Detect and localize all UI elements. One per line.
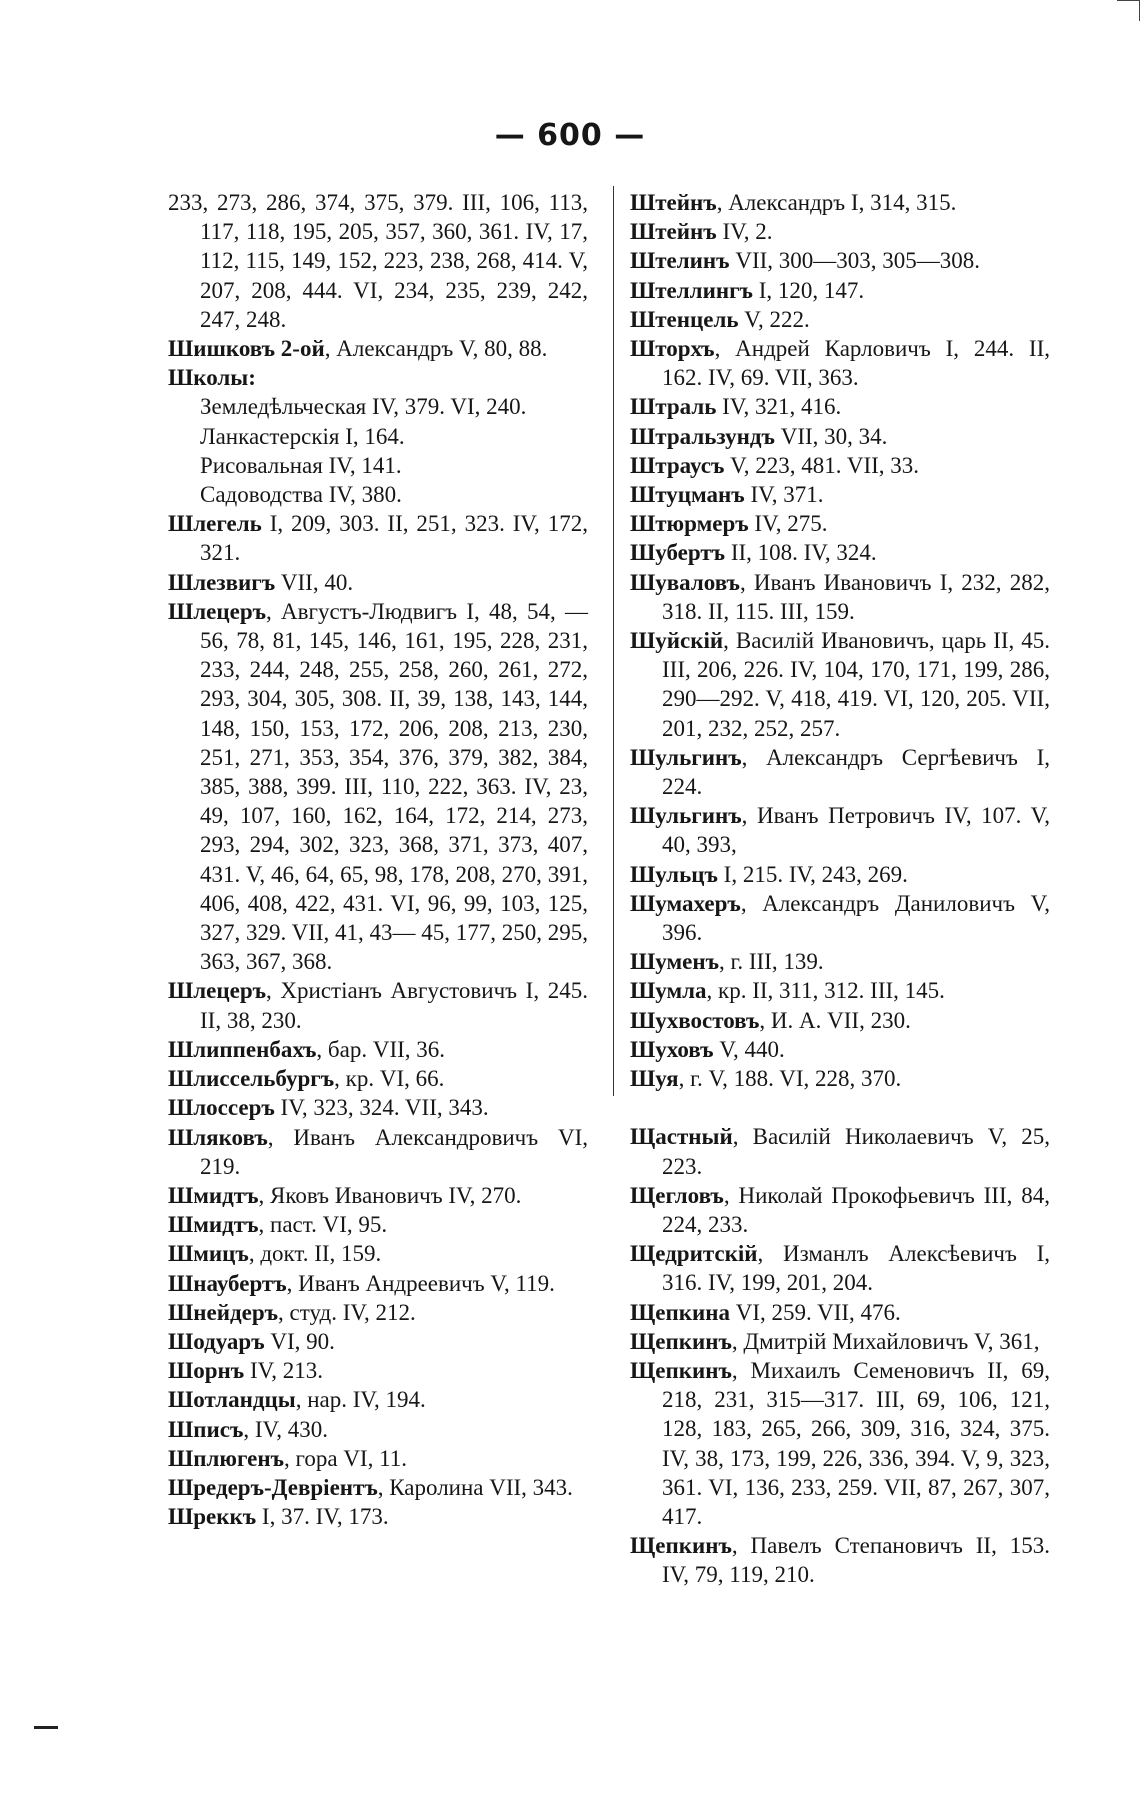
index-entry (630, 480, 1050, 509)
index-entry-references: , Яковъ Ивановичъ IV, 270. (258, 1182, 522, 1208)
index-entry (168, 597, 588, 977)
index-entry (168, 1123, 588, 1181)
index-entry-headword: Штюрмеръ (630, 511, 749, 537)
index-entry-references: VII, 300—303, 305—308. (729, 248, 981, 274)
index-entry-headword: Штраль (630, 394, 717, 420)
index-column-right (630, 188, 1050, 1590)
index-entry-headword: Шлиппенбахъ (168, 1036, 317, 1062)
index-entry-references: , г. III, 139. (719, 949, 824, 975)
index-entry-headword: Шуйскій (630, 628, 724, 654)
index-entry-headword: Штелинъ (630, 248, 730, 274)
index-entry-headword: Шлегель (168, 511, 262, 537)
index-entry (630, 1122, 1050, 1180)
index-entry (630, 889, 1050, 947)
index-entry (168, 1444, 588, 1473)
corner-crop-mark (1117, 0, 1140, 21)
margin-mark (34, 1726, 58, 1729)
index-entry-headword: Щегловъ (630, 1182, 724, 1208)
index-entry-references: , студ. IV, 212. (278, 1299, 416, 1325)
index-entry-references: , Павелъ Степановичъ II, 153. IV, 79, 119, 210. (662, 1533, 1050, 1588)
index-entry-headword: Щепкинъ (630, 1357, 732, 1383)
index-entry (168, 1473, 588, 1502)
index-entry (630, 976, 1050, 1005)
index-entry (168, 1239, 588, 1268)
index-entry-headword: Шумла (630, 978, 707, 1004)
index-entry-references: , Иванъ Петровичъ IV, 107. V, 40, 393, (662, 803, 1050, 858)
index-entry-references: , Изманлъ Алексѣевичъ I, 316. IV, 199, 201, 204. (662, 1241, 1050, 1296)
index-entry-headword: Шодуаръ (168, 1328, 265, 1354)
index-entry-references: , Александръ Сергѣевичъ I, 224. (662, 744, 1050, 800)
index-entry (168, 1298, 588, 1327)
index-entry-headword: Шуховъ (630, 1036, 714, 1062)
index-entry (168, 568, 588, 597)
index-entry (630, 334, 1050, 392)
index-entry (168, 1356, 588, 1385)
index-entry (168, 363, 588, 392)
index-entry-references: I, 37. IV, 173. (256, 1504, 389, 1530)
index-entry-references: IV, 321, 416. (716, 394, 842, 420)
column-divider (613, 186, 614, 1096)
index-entry (630, 422, 1050, 451)
index-entry-headword: Шуваловъ (630, 569, 740, 595)
index-entry-references: I, 209, 303. II, 251, 323. IV, 172, 321. (200, 511, 588, 566)
index-entry-headword: Шмидтъ (168, 1182, 259, 1208)
index-entry-headword: Штеллингъ (630, 277, 753, 303)
index-entry-references: V, 440. (713, 1036, 785, 1062)
index-entry-references: VI, 90. (264, 1328, 335, 1354)
index-entry (168, 1415, 588, 1444)
index-entry (630, 1327, 1050, 1356)
index-entry-headword: Шотландцы (168, 1387, 296, 1413)
index-entry-headword: Щастный (630, 1124, 733, 1150)
index-entry (630, 1531, 1050, 1589)
index-entry (630, 1356, 1050, 1531)
index-entry-headword: Штуцманъ (630, 482, 745, 508)
index-entry (630, 626, 1050, 743)
index-entry (168, 1269, 588, 1298)
index-entry-references: V, 222. (738, 306, 810, 332)
index-entry (630, 1239, 1050, 1297)
index-entry (168, 1502, 588, 1531)
index-entry-headword: Шорнъ (168, 1358, 245, 1384)
index-entry-headword: Шнаубертъ (168, 1270, 287, 1296)
index-entry-references: IV, 2. (716, 219, 773, 245)
index-entry (630, 1298, 1050, 1327)
index-entry-headword: Штраусъ (630, 452, 725, 478)
index-entry-headword: Шлоссеръ (168, 1095, 275, 1121)
index-entry (168, 392, 588, 421)
index-entry-headword: Шуменъ (630, 949, 719, 975)
index-entry-headword: Шубертъ (630, 540, 726, 566)
index-entry-references: , Каролина VII, 343. (377, 1474, 573, 1500)
index-entry-references: , Христіанъ Августовичъ I, 245. II, 38, 230. (200, 978, 588, 1033)
index-entry-references: , Александръ Даниловичъ V, 396. (662, 890, 1050, 946)
index-entry-headword: Шлецеръ (168, 598, 267, 624)
index-entry-references: , кр. VI, 66. (334, 1066, 445, 1092)
index-entry (630, 509, 1050, 538)
index-entry (630, 276, 1050, 305)
index-entry-references: IV, 323, 324. VII, 343. (274, 1095, 489, 1121)
index-entry-references: Земледѣльческая IV, 379. VI, 240. (200, 394, 527, 420)
index-entry-headword: Щедритскій (630, 1241, 758, 1267)
index-entry (168, 334, 588, 363)
index-entry-references: , Михаилъ Семеновичъ II, 69, 218, 231, 315—317. III, 69, 106, 121, 128, 183, 265, 266, 309, 316, 324, 375. IV, 38, 173, 199, 226, 336, 394. V, 9, 323, 361. VI, 136, 233, 259. VII, 87, 267, 307, 417. (662, 1357, 1050, 1529)
index-entry-references: , Иванъ Александровичъ VI, 219. (200, 1124, 588, 1179)
section-gap (630, 1093, 1050, 1122)
index-entry (168, 451, 588, 480)
index-entry (630, 1181, 1050, 1239)
index-entry-headword: Щепкина (630, 1299, 730, 1325)
index-entry-references: , Александръ I, 314, 315. (716, 190, 957, 215)
index-entry (168, 1385, 588, 1414)
index-entry (168, 1327, 588, 1356)
index-entry-headword: Шлиссельбургъ (168, 1066, 335, 1092)
index-entry-references: , Августъ-Людвигъ I, 48, 54, —56, 78, 81, 145, 146, 161, 195, 228, 231, 233, 244, 248, 255, 258, 260, 261, 272, 293, 304, 305, 308. II, 39, 138, 143, 144, 148, 150, 153, 172, 206, 208, 213, 230, 251, 271, 353, 354, 376, 379, 382, 384, 385, 388, 399. III, 110, 222, 363. IV, 23, 49, 107, 160, 162, 164, 172, 214, 273, 293, 294, 302, 323, 368, 371, 373, 407, 431. V, 46, 64, 65, 98, 178, 208, 270, 391, 406, 408, 422, 431. VI, 96, 99, 103, 125, 327, 329. VII, 41, 43— 45, 177, 250, 295, 363, 367, 368. (200, 598, 589, 975)
index-entry-references: VII, 30, 34. (774, 423, 888, 449)
index-entry-headword: Шляковъ (168, 1124, 268, 1150)
index-entry-headword: Штейнъ (630, 219, 717, 245)
index-entry (168, 1210, 588, 1239)
index-entry (630, 217, 1050, 246)
index-entry-references: , Иванъ Андреевичъ V, 119. (286, 1270, 555, 1296)
index-entry-references: Ланкастерскія I, 164. (200, 423, 405, 449)
index-entry (630, 392, 1050, 421)
index-entry-references: , IV, 430. (243, 1416, 328, 1442)
index-entry-references: , г. V, 188. VI, 228, 370. (678, 1066, 902, 1092)
index-entry-headword: Шреккъ (168, 1504, 257, 1530)
index-entry-headword: Щепкинъ (630, 1533, 732, 1559)
index-entry-headword: Школы: (168, 365, 256, 391)
index-entry (630, 1006, 1050, 1035)
index-entry-references: IV, 371. (744, 482, 824, 508)
index-entry (630, 801, 1050, 859)
index-entry-headword: Шумахеръ (630, 890, 741, 916)
index-entry-references: 233, 273, 286, 374, 375, 379. III, 106, 113, 117, 118, 195, 205, 357, 360, 361. IV, 17, 112, 115, 149, 152, 223, 238, 268, 414. V, 207, 208, 444. VI, 234, 235, 239, 242, 247, 248. (168, 190, 588, 332)
index-entry (630, 947, 1050, 976)
index-entry-references: IV, 213. (244, 1358, 324, 1384)
index-entry (630, 538, 1050, 567)
index-entry (168, 480, 588, 509)
index-entry-references: V, 223, 481. VII, 33. (724, 452, 920, 478)
index-column-left (168, 188, 588, 1531)
index-entry (630, 860, 1050, 889)
index-entry-references: VI, 259. VII, 476. (729, 1299, 901, 1325)
index-entry-references: , докт. II, 159. (248, 1241, 382, 1267)
index-entry-references: , кр. II, 311, 312. III, 145. (706, 978, 945, 1004)
index-entry (168, 1064, 588, 1093)
index-entry-references: I, 120, 147. (752, 277, 865, 303)
index-entry (630, 1064, 1050, 1093)
index-entry-headword: Шторхъ (630, 336, 715, 362)
index-entry (168, 422, 588, 451)
index-entry (630, 451, 1050, 480)
index-entry-references: , Александръ V, 80, 88. (324, 336, 548, 362)
index-entry-headword: Шуя (630, 1066, 679, 1092)
index-entry-headword: Щепкинъ (630, 1328, 732, 1354)
index-entry (168, 188, 588, 334)
index-entry (168, 509, 588, 567)
index-entry-references: , Василій Ивановичъ, царь II, 45. III, 206, 226. IV, 104, 170, 171, 199, 286, 290—292. V, 418, 419. VI, 120, 205. VII, 201, 232, 252, 257. (662, 628, 1050, 741)
index-entry (630, 246, 1050, 275)
index-entry-headword: Шписъ (168, 1416, 244, 1442)
index-entry-references: , нар. IV, 194. (295, 1387, 426, 1413)
index-entry (168, 1035, 588, 1064)
index-entry-references: , Василій Николаевичъ V, 25, 223. (662, 1124, 1050, 1179)
index-entry-references: I, 215. IV, 243, 269. (717, 861, 908, 887)
index-entry (630, 743, 1050, 801)
page-number: — 600 — (494, 118, 646, 153)
index-entry-headword: Шплюгенъ (168, 1445, 284, 1471)
index-entry (630, 568, 1050, 626)
index-entry-references: II, 108. IV, 324. (725, 540, 877, 566)
index-entry (630, 188, 1050, 217)
index-entry-headword: Шульцъ (630, 861, 718, 887)
index-entry-headword: Шмицъ (168, 1241, 249, 1267)
index-entry-references: , гора VI, 11. (284, 1445, 407, 1471)
index-entry-headword: Шухвостовъ (630, 1007, 760, 1033)
index-entry-references: Садоводства IV, 380. (200, 482, 402, 508)
index-entry-headword: Шмидтъ (168, 1212, 259, 1238)
index-entry-headword: Шульгинъ (630, 803, 742, 829)
index-entry-references: , Иванъ Ивановичъ I, 232, 282, 318. II, 115. III, 159. (662, 569, 1050, 624)
index-entry-headword: Шлецеръ (168, 978, 267, 1004)
index-entry-headword: Шредеръ-Девріентъ (168, 1474, 378, 1500)
index-entry-references: , Андрей Карловичъ I, 244. II, 162. IV, 69. VII, 363. (662, 336, 1050, 391)
index-entry-references: VII, 40. (275, 569, 354, 595)
index-entry (630, 305, 1050, 334)
index-entry-headword: Штейнъ (630, 190, 717, 215)
index-entry (630, 1035, 1050, 1064)
index-entry-headword: Шульгинъ (630, 744, 742, 770)
index-entry-references: , Николай Прокофьевичъ III, 84, 224, 233. (662, 1182, 1050, 1237)
index-entry-references: IV, 275. (748, 511, 828, 537)
index-entry-headword: Шнейдеръ (168, 1299, 279, 1325)
index-entry-headword: Шлезвигъ (168, 569, 276, 595)
index-entry (168, 1093, 588, 1122)
index-entry-references: , И. А. VII, 230. (759, 1007, 911, 1033)
index-entry-references: Рисовальная IV, 141. (200, 452, 402, 478)
index-entry-references: , Дмитрій Михайловичъ V, 361, (731, 1328, 1040, 1354)
index-entry (168, 976, 588, 1034)
index-entry-headword: Штенцель (630, 306, 739, 332)
index-entry-headword: Шишковъ 2-ой (168, 336, 325, 362)
index-entry (168, 1181, 588, 1210)
index-entry-references: , бар. VII, 36. (316, 1036, 446, 1062)
index-entry-headword: Штральзундъ (630, 423, 775, 449)
index-entry-references: , паст. VI, 95. (258, 1212, 388, 1238)
